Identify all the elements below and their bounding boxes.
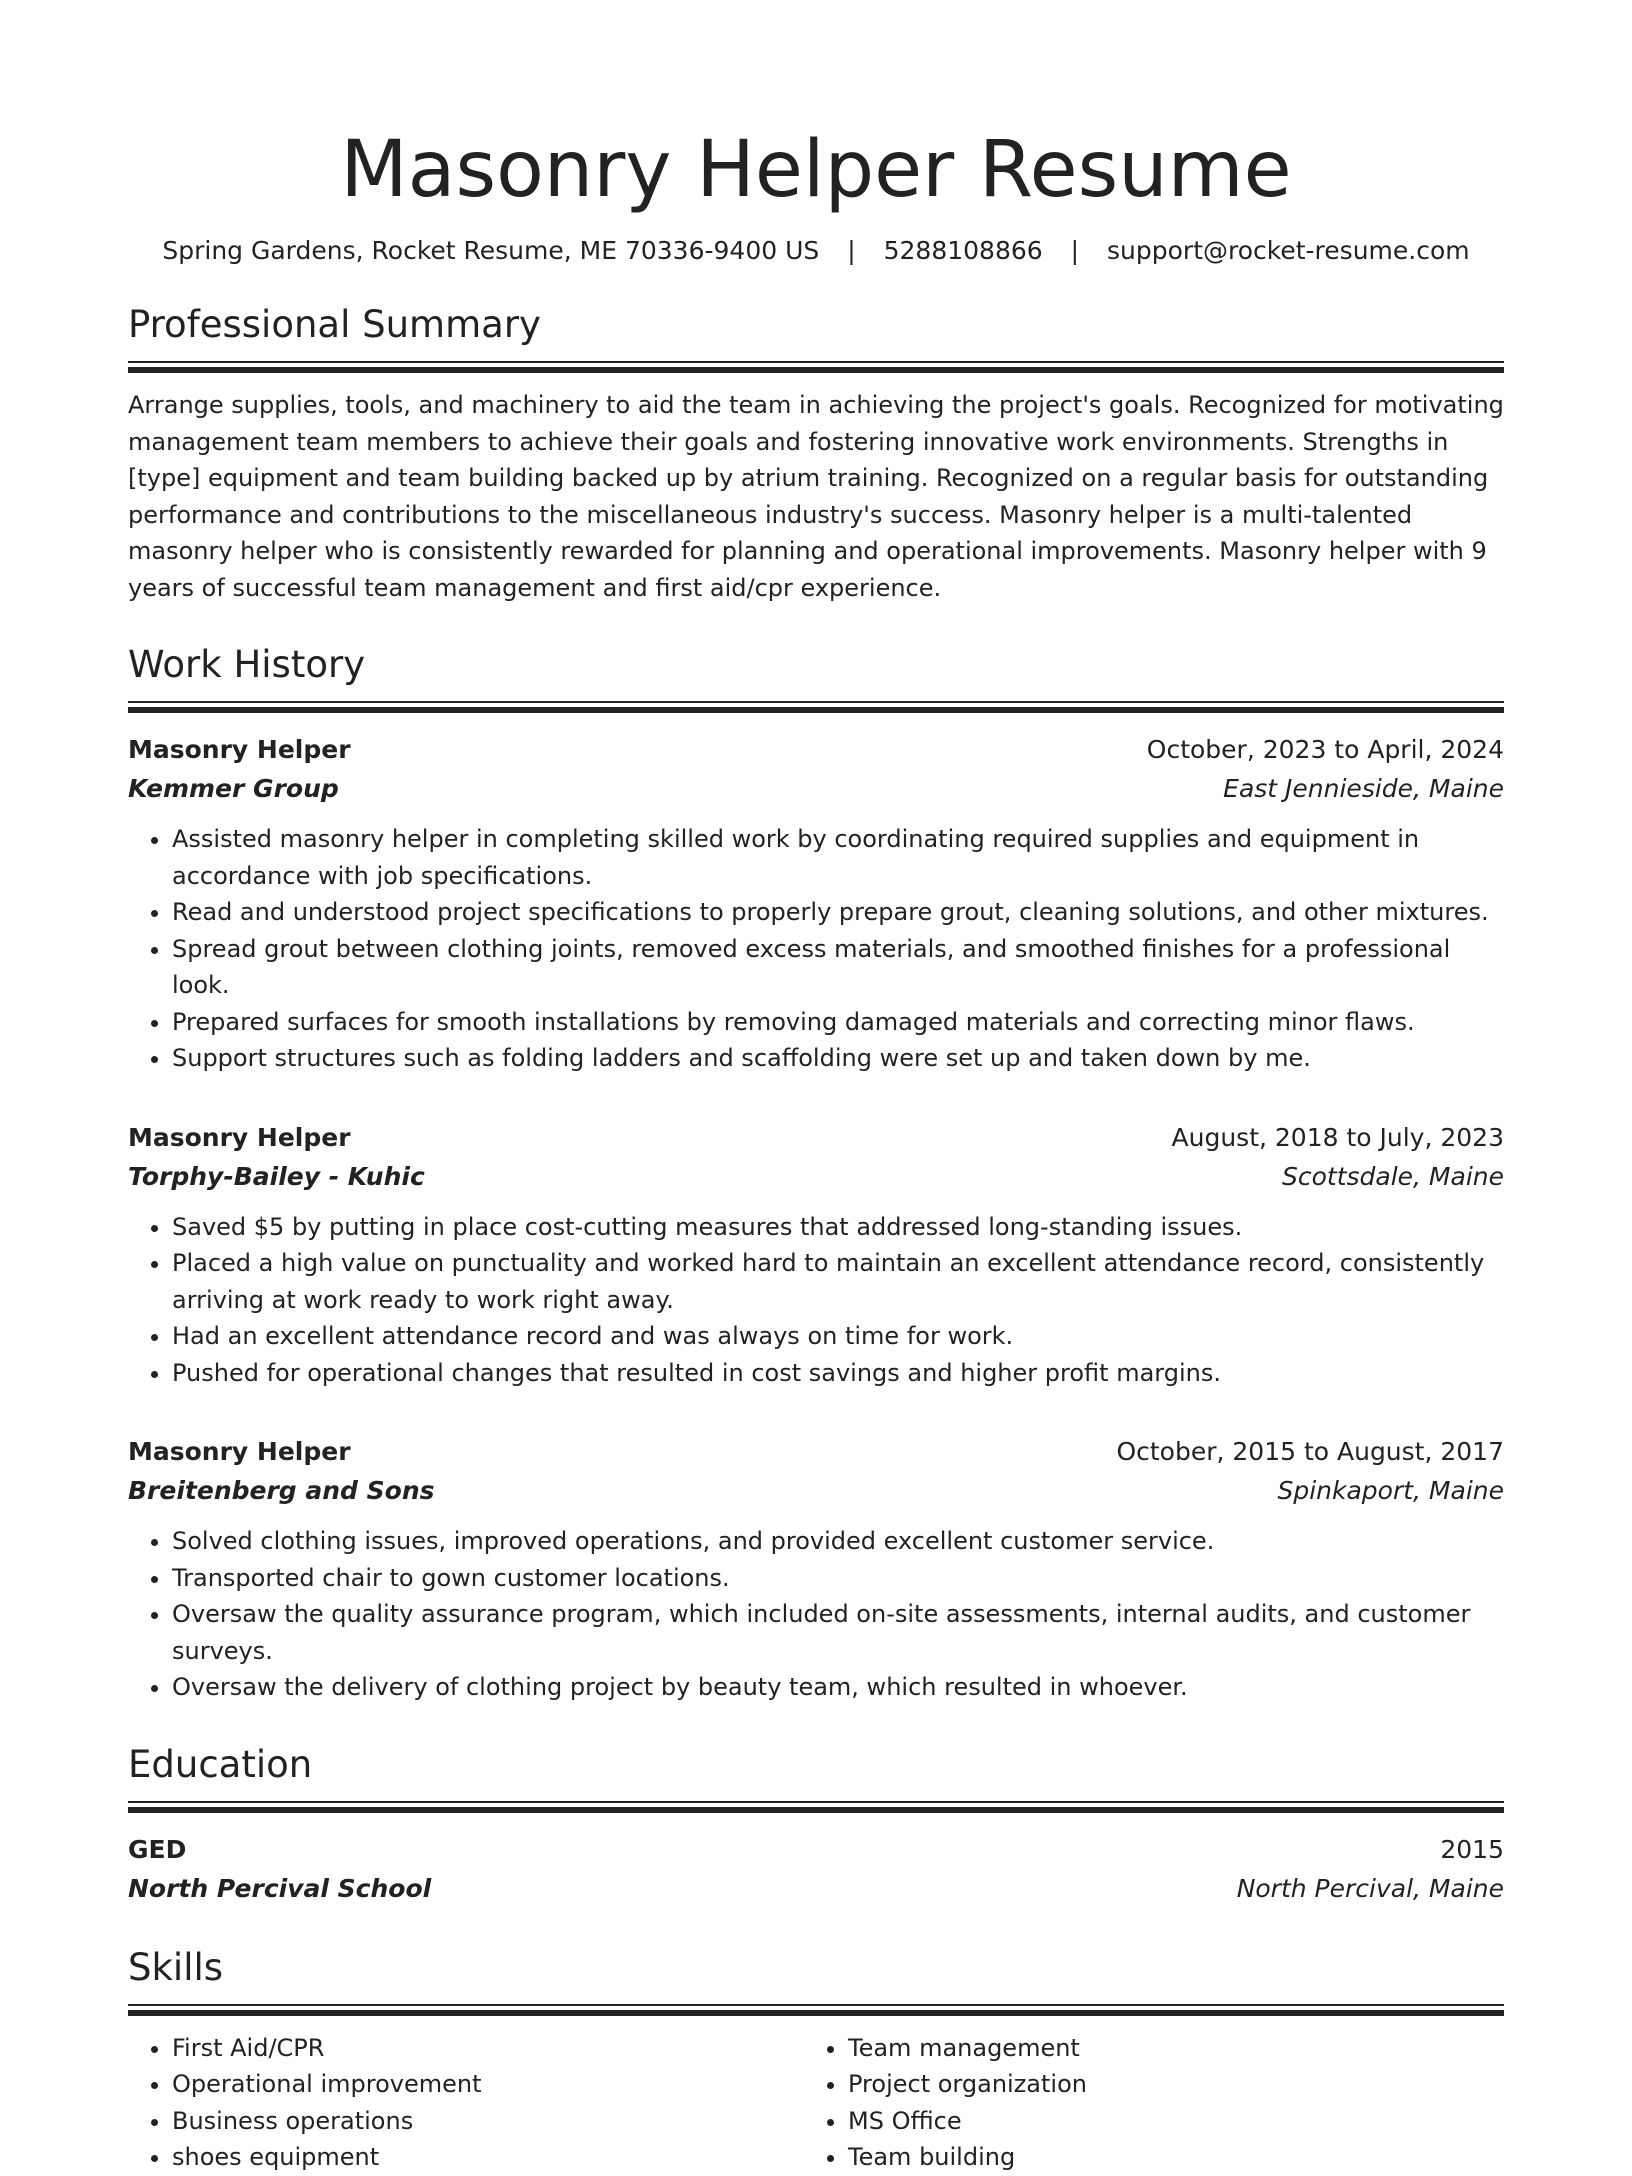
education-entry (128, 1831, 1504, 1909)
contact-separator: | (1070, 236, 1080, 265)
job-bullets (128, 1523, 1504, 1706)
job-bullet: • Support structures such as folding ladders and scaffolding were set up and taken down by me. (172, 1040, 1504, 1077)
summary-text: Arrange supplies, tools, and machinery to aid the team in achieving the project's goals. Recognized for motivating management team members to achieve their goals and fostering innovative work environments. Strengths in [type] equipment and team building backed up by atrium training. Recognized on a regular basis for outstanding performance and contributions to the miscellaneous industry's success. Masonry helper is a multi-talented masonry helper who is consistently rewarded for planning and operational improvements. Masonry helper with 9 years of successful team management and first aid/cpr experience. (128, 391, 1504, 602)
job-bullet: • Saved $5 by putting in place cost-cutting measures that addressed long-standing issues. (172, 1209, 1504, 1246)
section-divider (128, 361, 1504, 373)
contact-line (128, 236, 1504, 266)
section-divider (128, 2004, 1504, 2016)
job-company: Torphy-Bailey - Kuhic (128, 1161, 425, 1191)
job-entry (128, 731, 1504, 1077)
job-bullet: • Had an excellent attendance record and was always on time for work. (172, 1318, 1504, 1355)
skill-item: • Team building (848, 2139, 1480, 2176)
skill-item: • Team management (848, 2030, 1480, 2067)
job-title: Masonry Helper (128, 1122, 351, 1152)
skills-column-left (128, 2030, 804, 2176)
job-location: East Jennieside, Maine (1223, 774, 1504, 803)
job-bullet: • Prepared surfaces for smooth installations by removing damaged materials and correcting minor flaws. (172, 1004, 1504, 1041)
section-divider (128, 701, 1504, 713)
job-bullet: • Oversaw the delivery of clothing project by beauty team, which resulted in whoever. (172, 1669, 1504, 1706)
job-title: Masonry Helper (128, 1437, 351, 1466)
job-dates: October, 2015 to August, 2017 (1116, 1437, 1504, 1466)
resume-title: Masonry Helper Resume (340, 125, 1292, 215)
resume-page (128, 0, 1504, 2176)
job-bullet: • Pushed for operational changes that resulted in cost savings and higher profit margins. (172, 1355, 1504, 1392)
skill-item: • Business operations (172, 2103, 804, 2140)
section-heading-summary: Professional Summary (128, 303, 541, 346)
job-bullets (128, 821, 1504, 1077)
contact-separator: | (847, 236, 856, 265)
education-school: North Percival School (128, 1873, 432, 1903)
education-year: 2015 (1440, 1834, 1504, 1864)
section-heading-education: Education (128, 1742, 313, 1786)
job-location: Scottsdale, Maine (1281, 1161, 1504, 1191)
section-heading-work-history: Work History (128, 643, 366, 686)
job-bullet: • Transported chair to gown customer locations. (172, 1560, 1504, 1597)
job-entry (128, 1433, 1504, 1706)
contact-phone[interactable]: 5288108866 (883, 236, 1043, 265)
job-bullet: • Placed a high value on punctuality and worked hard to maintain an excellent attendance record, consistently arriving at work ready to work right away. (172, 1245, 1504, 1318)
skill-item: • shoes equipment (172, 2139, 804, 2176)
skill-item: • Operational improvement (172, 2066, 804, 2103)
job-location: Spinkaport, Maine (1277, 1476, 1504, 1505)
job-bullet: • Oversaw the quality assurance program, which included on-site assessments, internal audits, and customer surveys. (172, 1596, 1504, 1669)
job-bullet: • Solved clothing issues, improved operations, and provided excellent customer service. (172, 1523, 1504, 1560)
job-dates: October, 2023 to April, 2024 (1146, 735, 1504, 764)
job-bullet: • Assisted masonry helper in completing skilled work by coordinating required supplies and equipment in accordance with job specifications. (172, 821, 1504, 894)
skills-column-right (804, 2030, 1480, 2176)
skill-item: • Project organization (848, 2066, 1480, 2103)
job-bullet: • Spread grout between clothing joints, removed excess materials, and smoothed finishes for a professional look. (172, 931, 1504, 1004)
skills-list (128, 2030, 1504, 2176)
job-bullets (128, 1209, 1504, 1392)
job-entry (128, 1119, 1504, 1392)
job-dates: August, 2018 to July, 2023 (1171, 1122, 1504, 1152)
education-degree: GED (128, 1834, 187, 1864)
education-location: North Percival, Maine (1236, 1873, 1504, 1903)
skill-item: • MS Office (848, 2103, 1480, 2140)
section-heading-skills: Skills (128, 1945, 224, 1989)
contact-email[interactable]: support@rocket-resume.com (1107, 236, 1470, 265)
section-divider (128, 1801, 1504, 1813)
job-bullet: • Read and understood project specifications to properly prepare grout, cleaning solutions, and other mixtures. (172, 894, 1504, 931)
skill-item: • First Aid/CPR (172, 2030, 804, 2067)
job-title: Masonry Helper (128, 735, 351, 764)
job-company: Kemmer Group (128, 774, 339, 803)
job-company: Breitenberg and Sons (128, 1476, 435, 1505)
contact-address: Spring Gardens, Rocket Resume, ME 70336-9400 US (162, 236, 820, 265)
